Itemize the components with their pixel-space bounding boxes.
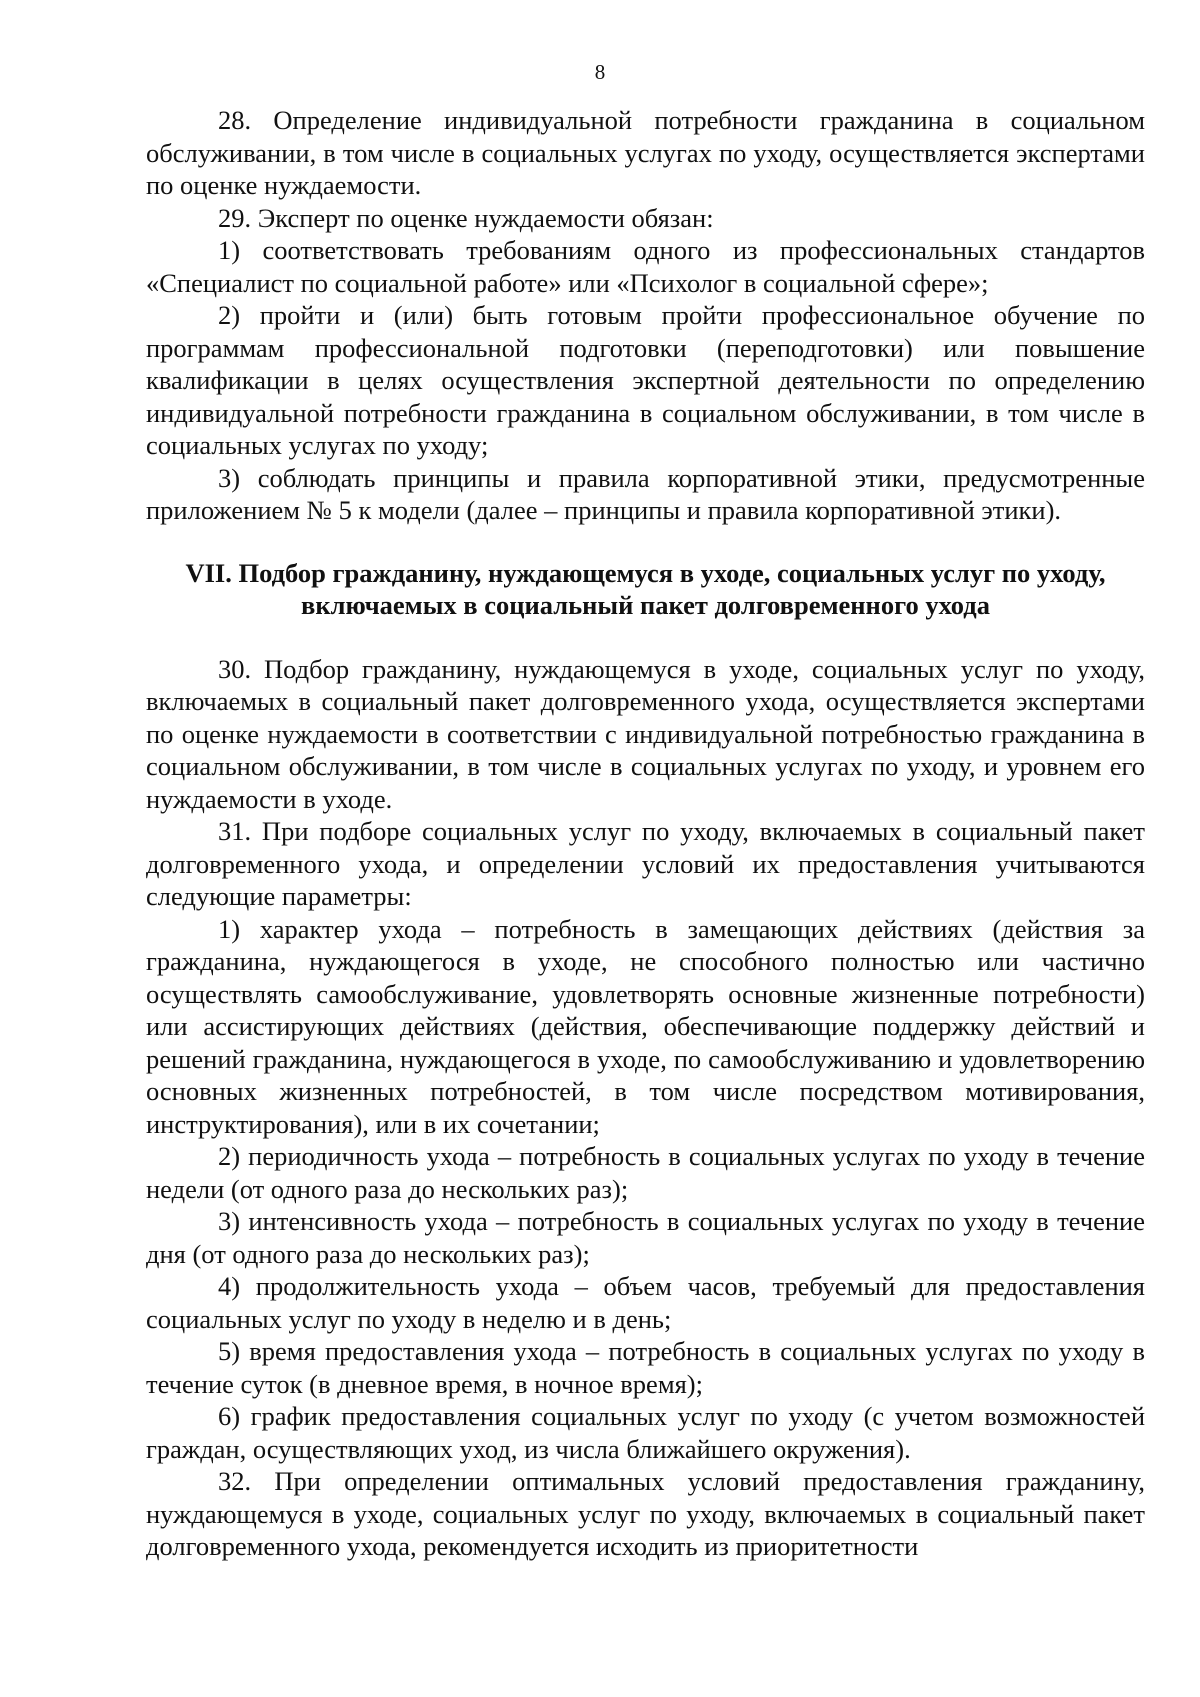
list-item-31-2: 2) периодичность ухода – потребность в социальных услугах по уходу в течение недели (от одного раза до нескольких раз); [146, 1141, 1145, 1204]
document-body [146, 104, 1145, 1563]
list-item-31-6: 6) график предоставления социальных услуг по уходу (с учетом возможностей граждан, осуществляющих уход, из числа ближайшего окружения). [146, 1401, 1145, 1464]
list-item-31-3: 3) интенсивность ухода – потребность в социальных услугах по уходу в течение дня (от одного раза до нескольких раз); [146, 1206, 1145, 1269]
section-heading-line-1: VII. Подбор гражданину, нуждающемуся в уходе, социальных услуг по уходу, [185, 557, 1106, 588]
list-item-29-1: 1) соответствовать требованиям одного из профессиональных стандартов «Специалист по социальной работе» или «Психолог в социальной сфере»; [146, 235, 1145, 298]
section-heading [146, 557, 1145, 621]
list-item-31-4: 4) продолжительность ухода – объем часов, требуемый для предоставления социальных услуг по уходу в неделю и в день; [146, 1271, 1145, 1334]
paragraph-28: 28. Определение индивидуальной потребности гражданина в социальном обслуживании, в том числе в социальных услугах по уходу, осуществляется экспертами по оценке нуждаемости. [146, 105, 1145, 200]
list-item-31-1: 1) характер ухода – потребность в замещающих действиях (действия за гражданина, нуждающегося в уходе, не способного полностью или частично осуществлять самообслуживание, удовлетворять основные жизненные потребности) или ассистирующих действиях (действия, обеспечивающие поддержку действий и решений гражданина, нуждающегося в уходе, по самообслуживанию и удовлетворению основных жизненных потребностей, в том числе посредством мотивирования, инструктирования), или в их сочетании; [146, 913, 1145, 1139]
list-item-31-5: 5) время предоставления ухода – потребность в социальных услугах по уходу в течение суток (в дневное время, в ночное время); [146, 1336, 1145, 1399]
paragraph-30: 30. Подбор гражданину, нуждающемуся в уходе, социальных услуг по уходу, включаемых в социальный пакет долговременного ухода, осуществляется экспертами по оценке нуждаемости в соответствии с индивидуальной потребностью гражданина в социальном обслуживании, в том числе в социальных услугах по уходу, и уровнем его нуждаемости в уходе. [146, 653, 1145, 814]
page-number: 8 [594, 60, 606, 84]
paragraph-31: 31. При подборе социальных услуг по уходу, включаемых в социальный пакет долговременного ухода, и определении условий их предоставления учитываются следующие параметры: [146, 816, 1145, 911]
list-item-29-3: 3) соблюдать принципы и правила корпоративной этики, предусмотренные приложением № 5 к модели (далее – принципы и правила корпоративной этики). [146, 462, 1145, 525]
paragraph-29: 29. Эксперт по оценке нуждаемости обязан: [218, 202, 714, 233]
list-item-29-2: 2) пройти и (или) быть готовым пройти профессиональное обучение по программам профессиональной подготовки (переподготовки) или повышение квалификации в целях осуществления экспертной деятельности по определению индивидуальной потребности гражданина в социальном обслуживании, в том числе в социальных услугах по уходу; [146, 300, 1145, 460]
paragraph-32: 32. При определении оптимальных условий предоставления гражданину, нуждающемуся в уходе, социальных услуг по уходу, включаемых в социальный пакет долговременного ухода, рекомендуется исходить из приоритетности [146, 1466, 1145, 1561]
section-heading-line-2: включаемых в социальный пакет долговременного ухода [301, 589, 990, 620]
